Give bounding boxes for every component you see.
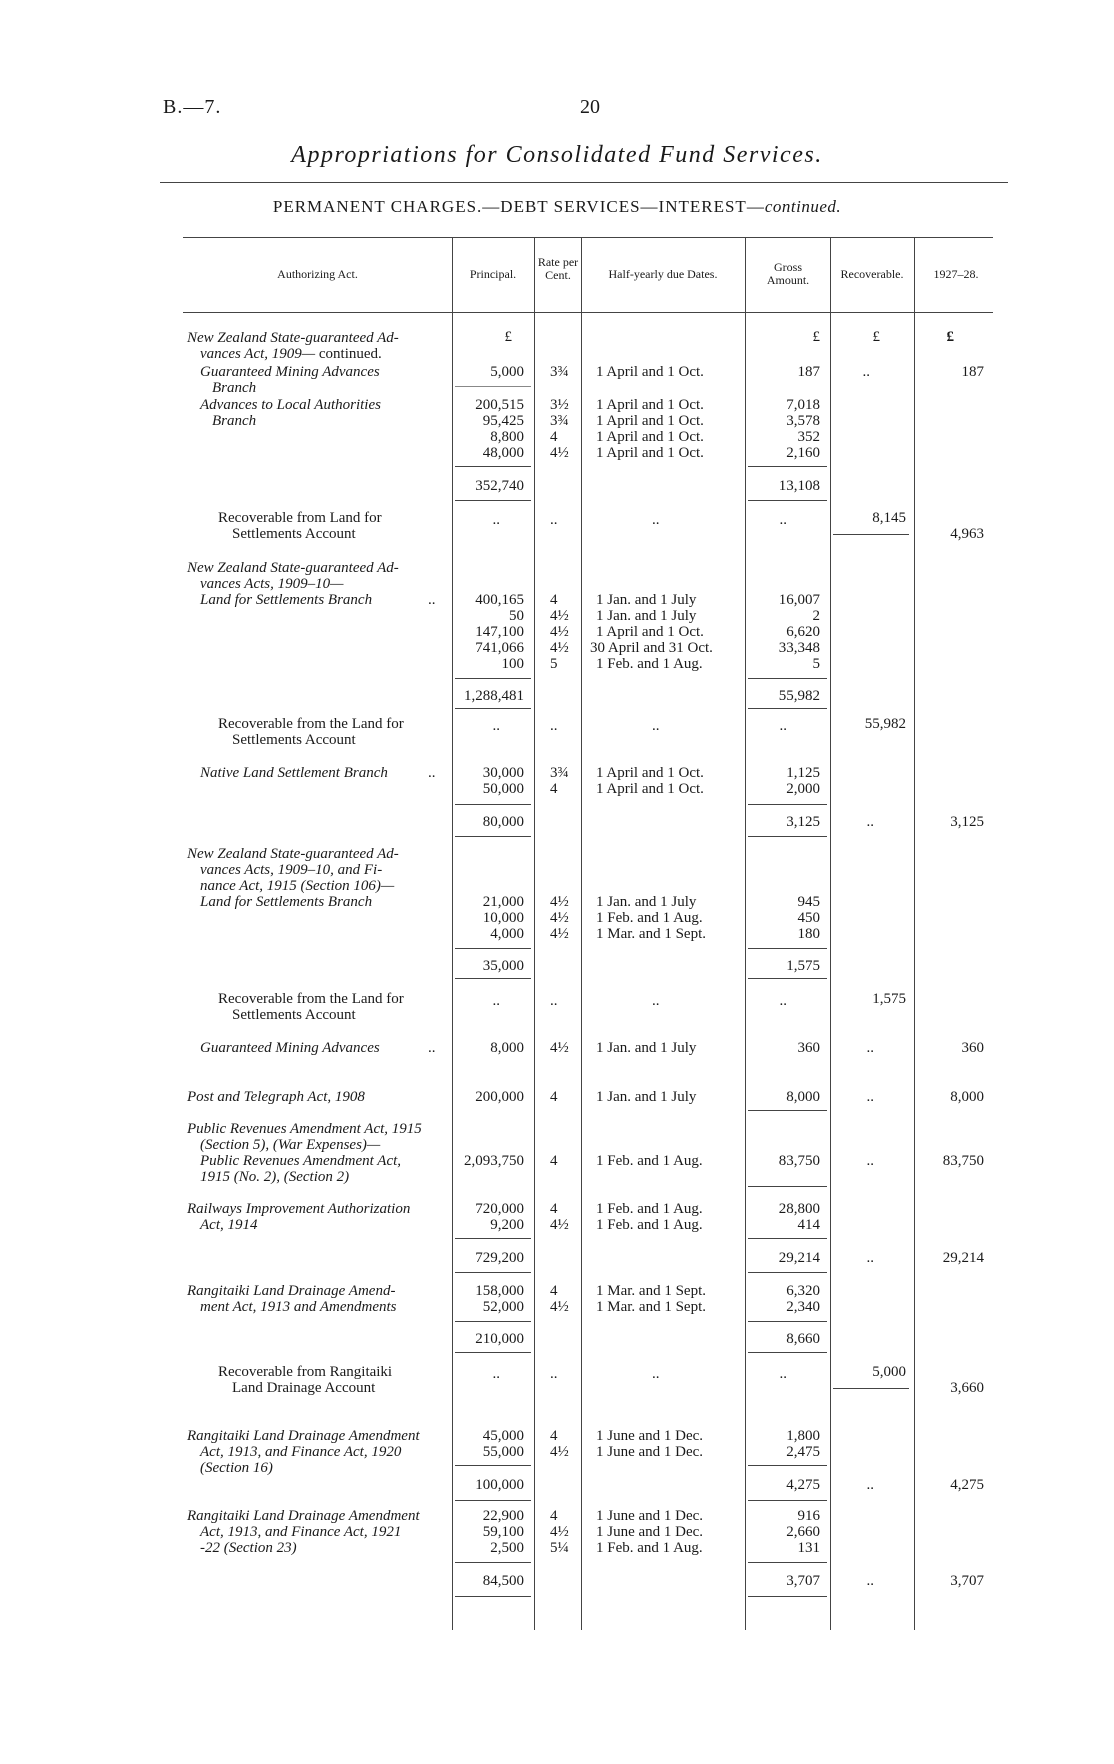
leader-dots: ..: [428, 1040, 436, 1056]
rate-value: 5: [550, 656, 558, 672]
recoverable-value: 8,145: [872, 510, 906, 526]
year-total: 3,707: [950, 1573, 984, 1589]
act-title: ment Act, 1913 and Amendments: [200, 1299, 397, 1315]
rate-value: 4: [550, 781, 558, 797]
act-title: New Zealand State-guaranteed Ad-: [187, 330, 399, 346]
gross-amount: 352: [797, 429, 820, 445]
recoverable-value: ..: [866, 1040, 874, 1056]
act-title: Public Revenues Amendment Act,: [200, 1153, 402, 1169]
rate-value: 4½: [550, 1040, 569, 1056]
recoverable-label: Land Drainage Account: [232, 1380, 376, 1396]
rate-value: 4: [550, 592, 558, 608]
year-total: 4,275: [950, 1477, 984, 1493]
gross-amount: 7,018: [786, 397, 820, 413]
gross-amount: 33,348: [778, 640, 820, 656]
total-rule: [748, 1465, 827, 1466]
total-rule: [455, 708, 531, 709]
total-rule: [833, 1388, 909, 1389]
title-rule: [160, 182, 1008, 183]
rate-value: 4: [550, 429, 558, 445]
gross-amount: 187: [797, 364, 820, 380]
principal-total: 352,740: [475, 478, 524, 494]
gross-amount: 916: [797, 1508, 820, 1524]
principal-value: 10,000: [482, 910, 524, 926]
due-dates: ..: [652, 993, 660, 1009]
due-dates: 1 Jan. and 1 July: [596, 592, 697, 608]
principal-value: 21,000: [482, 894, 524, 910]
gross-amount: 180: [797, 926, 820, 942]
rate-value: 4: [550, 1153, 558, 1169]
rate-value: 4½: [550, 445, 569, 461]
total-rule: [748, 1596, 827, 1597]
rate-value: 4½: [550, 1524, 569, 1540]
principal-value: 45,000: [482, 1428, 524, 1444]
principal-value: ..: [492, 1366, 500, 1382]
rate-value: 3¾: [550, 364, 569, 380]
total-rule: [455, 1238, 531, 1239]
principal-value: 400,165: [475, 592, 524, 608]
total-rule: [455, 1352, 531, 1353]
gross-amount: 83,750: [778, 1153, 820, 1169]
rate-value: 4: [550, 1428, 558, 1444]
total-rule: [455, 948, 531, 949]
due-dates: 1 June and 1 Dec.: [596, 1428, 704, 1444]
gross-amount: 131: [797, 1540, 820, 1556]
gross-amount: ..: [779, 993, 787, 1009]
principal-value: 8,000: [490, 1040, 524, 1056]
column-divider: [581, 237, 582, 1630]
total-rule: [455, 804, 531, 805]
rate-value: 4½: [550, 910, 569, 926]
page-title: Appropriations for Consolidated Fund Services.: [291, 142, 823, 168]
recoverable-label: Recoverable from Rangitaiki: [218, 1364, 393, 1380]
due-dates: 1 Feb. and 1 Aug.: [596, 1217, 703, 1233]
due-dates: 1 Jan. and 1 July: [596, 1040, 697, 1056]
principal-value: 200,515: [475, 397, 524, 413]
principal-value: ..: [492, 718, 500, 734]
total-rule: [748, 1186, 827, 1187]
act-title: Guaranteed Mining Advances: [200, 1040, 380, 1056]
due-dates: 1 April and 1 Oct.: [596, 445, 704, 461]
recoverable-value: ..: [866, 1089, 874, 1105]
due-dates: 1 April and 1 Oct.: [596, 364, 704, 380]
gross-amount: 3,578: [786, 413, 820, 429]
section-heading-continued: continued.: [764, 197, 842, 216]
total-rule: [748, 1272, 827, 1273]
total-rule: [455, 978, 531, 979]
year-total: 187: [961, 364, 984, 380]
rate-value: 4½: [550, 894, 569, 910]
due-dates: 1 April and 1 Oct.: [596, 765, 704, 781]
recoverable-value: 1,575: [872, 991, 906, 1007]
column-header-principal: Principal.: [469, 267, 517, 281]
gross-total: 8,660: [786, 1331, 820, 1347]
principal-value: 9,200: [490, 1217, 524, 1233]
total-rule: [455, 500, 531, 501]
principal-value: 30,000: [482, 765, 524, 781]
unit-principal: £: [504, 329, 512, 345]
gross-amount: 6,620: [786, 624, 820, 640]
gross-total: 55,982: [778, 688, 820, 704]
gross-amount: 2,660: [786, 1524, 820, 1540]
principal-value: 741,066: [475, 640, 524, 656]
gross-total: 1,575: [786, 958, 820, 974]
act-title: nance Act, 1915 (Section 106)—: [200, 878, 395, 894]
gross-amount: 2,160: [786, 445, 820, 461]
rate-value: 4½: [550, 1299, 569, 1315]
year-total: 8,000: [950, 1089, 984, 1105]
gross-amount: 1,800: [786, 1428, 820, 1444]
recoverable-value: ..: [866, 814, 874, 830]
total-rule: [748, 678, 827, 679]
total-rule: [748, 1352, 827, 1353]
total-rule: [748, 948, 827, 949]
principal-value: 22,900: [482, 1508, 524, 1524]
due-dates: 1 April and 1 Oct.: [596, 397, 704, 413]
total-rule: [748, 1562, 827, 1563]
principal-value: 50,000: [482, 781, 524, 797]
recoverable-label: Settlements Account: [232, 732, 356, 748]
principal-value: 200,000: [475, 1089, 524, 1105]
gross-total: 4,275: [786, 1477, 820, 1493]
sub-branch: Branch: [212, 380, 257, 396]
rate-value: 3½: [550, 397, 569, 413]
principal-value: 55,000: [482, 1444, 524, 1460]
act-title: -22 (Section 23): [200, 1540, 297, 1556]
act-title: Land for Settlements Branch: [200, 592, 373, 608]
total-rule: [748, 1238, 827, 1239]
principal-total: 84,500: [482, 1573, 524, 1589]
principal-value: 158,000: [475, 1283, 524, 1299]
total-rule: [748, 836, 827, 837]
total-rule: [748, 804, 827, 805]
due-dates: 1 Feb. and 1 Aug.: [596, 1201, 703, 1217]
leader-dots: ..: [428, 765, 436, 781]
total-rule: [455, 836, 531, 837]
act-title: (Section 5), (War Expenses)—: [200, 1137, 381, 1153]
act-title: Rangitaiki Land Drainage Amendment: [187, 1508, 420, 1524]
act-title: Act, 1913, and Finance Act, 1921: [200, 1524, 402, 1540]
total-rule: [748, 1500, 827, 1501]
total-rule: [748, 1321, 827, 1322]
principal-total: 729,200: [475, 1250, 524, 1266]
total-rule: [748, 500, 827, 501]
rate-value: 4½: [550, 640, 569, 656]
rate-value: 3¾: [550, 413, 569, 429]
total-rule: [748, 1110, 827, 1111]
rate-value: ..: [550, 993, 558, 1009]
due-dates: 1 June and 1 Dec.: [596, 1444, 704, 1460]
rate-value: 3¾: [550, 765, 569, 781]
gross-amount: 450: [797, 910, 820, 926]
act-title-line: vances Act, 1909—: [200, 346, 316, 362]
principal-value: 4,000: [490, 926, 524, 942]
recoverable-label: Recoverable from Land for: [218, 510, 382, 526]
due-dates: 1 Mar. and 1 Sept.: [596, 1283, 706, 1299]
act-title: (Section 16): [200, 1460, 273, 1476]
act-title: Rangitaiki Land Drainage Amend-: [187, 1283, 396, 1299]
principal-value: 100: [501, 656, 524, 672]
gross-total: 3,707: [786, 1573, 820, 1589]
column-header-recoverable: Recoverable.: [840, 267, 904, 281]
principal-total: 100,000: [475, 1477, 524, 1493]
column-header-rate: Rate per Cent.: [537, 255, 579, 282]
act-title: Post and Telegraph Act, 1908: [187, 1089, 365, 1105]
gross-amount: 8,000: [786, 1089, 820, 1105]
year-total: 360: [961, 1040, 984, 1056]
principal-total: 210,000: [475, 1331, 524, 1347]
sub-branch: Advances to Local Authorities: [200, 397, 381, 413]
gross-amount: 1,125: [786, 765, 820, 781]
principal-value: 8,800: [490, 429, 524, 445]
year-total: 4,963: [950, 526, 984, 542]
act-title: vances Acts, 1909–10—: [200, 576, 344, 592]
recoverable-value: ..: [862, 364, 870, 380]
due-dates: 1 April and 1 Oct.: [596, 429, 704, 445]
rate-value: ..: [550, 1366, 558, 1382]
due-dates: 1 April and 1 Oct.: [596, 413, 704, 429]
due-dates: 1 April and 1 Oct.: [596, 624, 704, 640]
recoverable-value: ..: [866, 1250, 874, 1266]
gross-amount: 2,340: [786, 1299, 820, 1315]
gross-amount: 2: [812, 608, 820, 624]
total-rule: [748, 466, 827, 467]
principal-total: 80,000: [482, 814, 524, 830]
due-dates: 1 Mar. and 1 Sept.: [596, 926, 706, 942]
table-top-rule: [183, 237, 993, 238]
principal-value: 720,000: [475, 1201, 524, 1217]
principal-value: 2,093,750: [464, 1153, 524, 1169]
year-total: 29,214: [942, 1250, 984, 1266]
principal-value: ..: [492, 512, 500, 528]
principal-value: 147,100: [475, 624, 524, 640]
unit-gross: £: [812, 329, 820, 345]
gross-amount: ..: [779, 1366, 787, 1382]
year-total: 3,125: [950, 814, 984, 830]
column-header-gross: Gross Amount.: [766, 260, 810, 287]
due-dates: 1 Feb. and 1 Aug.: [596, 1153, 703, 1169]
recoverable-value: 55,982: [864, 716, 906, 732]
rate-value: 5¼: [550, 1540, 569, 1556]
principal-total: 1,288,481: [464, 688, 524, 704]
rate-value: 4½: [550, 1444, 569, 1460]
act-title: Native Land Settlement Branch: [200, 765, 388, 781]
column-divider: [830, 237, 831, 1630]
act-title: Public Revenues Amendment Act, 1915: [187, 1121, 422, 1137]
sub-branch: Branch: [212, 413, 257, 429]
recoverable-value: ..: [866, 1573, 874, 1589]
gross-amount: 414: [797, 1217, 820, 1233]
gross-amount: 16,007: [778, 592, 820, 608]
act-title: Rangitaiki Land Drainage Amendment: [187, 1428, 420, 1444]
section-heading: [0, 197, 1114, 217]
recoverable-value: ..: [866, 1153, 874, 1169]
total-rule: [455, 1500, 531, 1501]
due-dates: 1 June and 1 Dec.: [596, 1508, 704, 1524]
page-number: 20: [580, 96, 600, 118]
rate-value: 4: [550, 1089, 558, 1105]
rate-value: 4: [550, 1283, 558, 1299]
due-dates: ..: [652, 1366, 660, 1382]
total-rule: [833, 534, 909, 535]
due-dates: 1 Jan. and 1 July: [596, 1089, 697, 1105]
row-rule: [455, 386, 531, 387]
recoverable-value: 5,000: [872, 1364, 906, 1380]
due-dates: 1 June and 1 Dec.: [596, 1524, 704, 1540]
total-rule: [455, 678, 531, 679]
principal-value: 95,425: [482, 413, 524, 429]
column-divider: [914, 237, 915, 1630]
act-title: Railways Improvement Authorization: [187, 1201, 411, 1217]
recoverable-label: Recoverable from the Land for: [218, 716, 404, 732]
principal-value: 2,500: [490, 1540, 524, 1556]
principal-value: 50: [509, 608, 524, 624]
rate-value: 4: [550, 1508, 558, 1524]
act-title: vances Acts, 1909–10, and Fi-: [200, 862, 383, 878]
principal-total: 35,000: [482, 958, 524, 974]
rate-value: 4½: [550, 1217, 569, 1233]
gross-total: 3,125: [786, 814, 820, 830]
continued-note: continued.: [318, 346, 382, 362]
gross-amount: ..: [779, 718, 787, 734]
act-title: 1915 (No. 2), (Section 2): [200, 1169, 350, 1185]
year-total: 83,750: [942, 1153, 984, 1169]
rate-value: 4½: [550, 926, 569, 942]
due-dates: 1 Jan. and 1 July: [596, 608, 697, 624]
recoverable-label: Recoverable from the Land for: [218, 991, 404, 1007]
gross-total: 29,214: [778, 1250, 820, 1266]
column-header-act: Authorizing Act.: [277, 267, 358, 281]
gross-amount: 5: [812, 656, 820, 672]
recoverable-label: Settlements Account: [232, 526, 356, 542]
act-title: New Zealand State-guaranteed Ad-: [187, 560, 399, 576]
section-heading-main: PERMANENT CHARGES.—DEBT SERVICES—INTEREST—: [272, 197, 765, 216]
due-dates: 1 Feb. and 1 Aug.: [596, 656, 703, 672]
due-dates: 1 Feb. and 1 Aug.: [596, 1540, 703, 1556]
table-header-rule: [183, 312, 993, 313]
due-dates: 1 Mar. and 1 Sept.: [596, 1299, 706, 1315]
total-rule: [455, 1321, 531, 1322]
rate-value: 4½: [550, 608, 569, 624]
document-reference: B.—7.: [163, 96, 222, 118]
due-dates: 30 April and 31 Oct.: [590, 640, 713, 656]
due-dates: 1 Jan. and 1 July: [596, 894, 697, 910]
gross-amount: ..: [779, 512, 787, 528]
due-dates: 1 Feb. and 1 Aug.: [596, 910, 703, 926]
gross-total: 13,108: [778, 478, 820, 494]
leader-dots: ..: [428, 592, 436, 608]
act-title: Act, 1913, and Finance Act, 1920: [200, 1444, 402, 1460]
due-dates: ..: [652, 718, 660, 734]
rate-value: 4½: [550, 624, 569, 640]
column-divider: [534, 237, 535, 1630]
gross-amount: 6,320: [786, 1283, 820, 1299]
total-rule: [455, 1596, 531, 1597]
gross-amount: 2,000: [786, 781, 820, 797]
recoverable-label: Settlements Account: [232, 1007, 356, 1023]
gross-amount: 28,800: [778, 1201, 820, 1217]
unit-year: £: [946, 329, 954, 345]
total-rule: [748, 708, 827, 709]
unit-recoverable: £: [872, 329, 880, 345]
year-total: 3,660: [950, 1380, 984, 1396]
rate-value: ..: [550, 718, 558, 734]
act-title: Act, 1914: [200, 1217, 258, 1233]
total-rule: [455, 1272, 531, 1273]
principal-value: 59,100: [482, 1524, 524, 1540]
gross-amount: 360: [797, 1040, 820, 1056]
total-rule: [455, 1562, 531, 1563]
principal-value: ..: [492, 993, 500, 1009]
gross-amount: 2,475: [786, 1444, 820, 1460]
sub-branch: Guaranteed Mining Advances: [200, 364, 380, 380]
gross-amount: 945: [797, 894, 820, 910]
act-title: Land for Settlements Branch: [200, 894, 373, 910]
total-rule: [455, 466, 531, 467]
column-header-dates: Half-yearly due Dates.: [608, 267, 718, 281]
due-dates: ..: [652, 512, 660, 528]
rate-value: ..: [550, 512, 558, 528]
act-title: [200, 346, 382, 362]
principal-value: 48,000: [482, 445, 524, 461]
principal-value: 52,000: [482, 1299, 524, 1315]
total-rule: [748, 978, 827, 979]
act-title: New Zealand State-guaranteed Ad-: [187, 846, 399, 862]
column-header-year: 1927–28.: [933, 267, 979, 281]
recoverable-value: ..: [866, 1477, 874, 1493]
due-dates: 1 April and 1 Oct.: [596, 781, 704, 797]
total-rule: [455, 1465, 531, 1466]
rate-value: 4: [550, 1201, 558, 1217]
principal-value: 5,000: [490, 364, 524, 380]
